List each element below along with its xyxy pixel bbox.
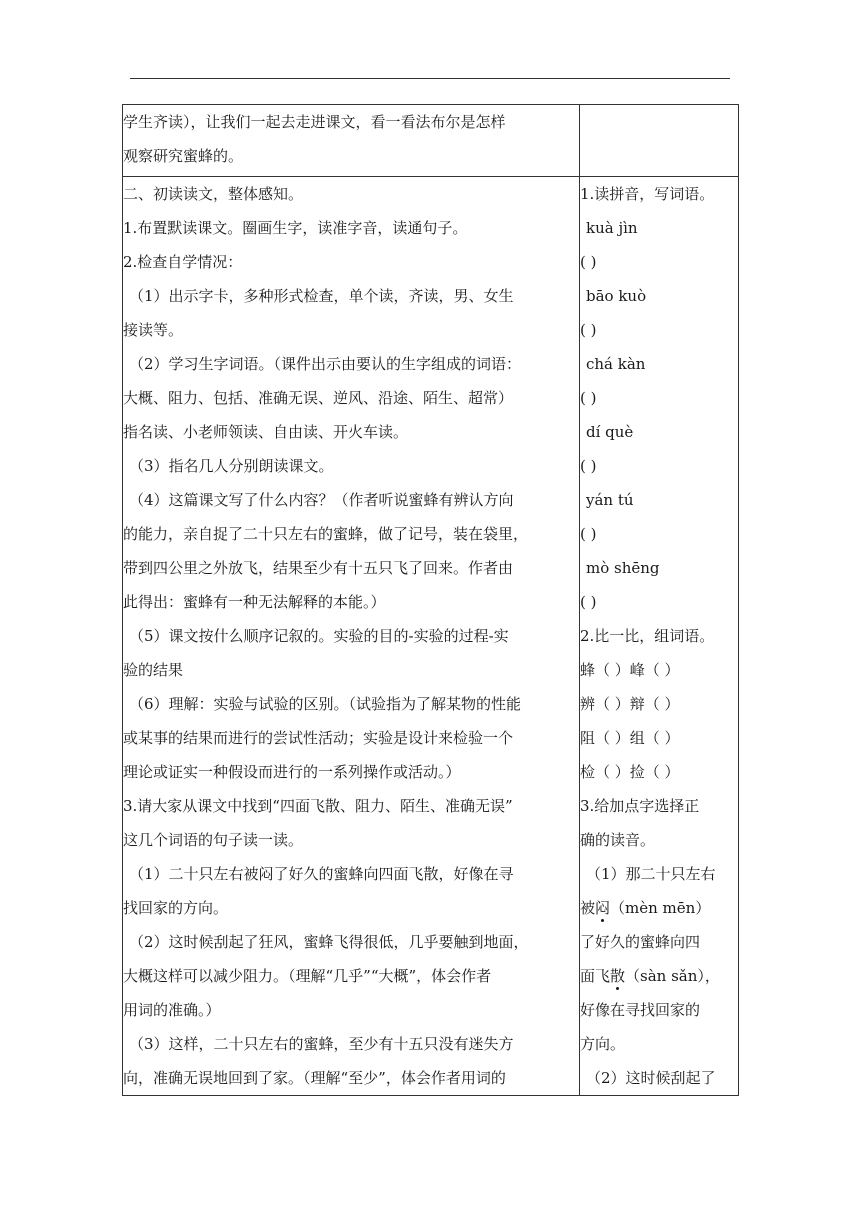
answer-blank: ( ) bbox=[580, 253, 597, 271]
answer-blank: ( ) bbox=[580, 525, 597, 543]
text-line: 理论或证实一种假设而进行的一系列操作或活动。） bbox=[123, 763, 461, 781]
reading-options: （sàn sǎn）， bbox=[625, 967, 720, 985]
text-line: （1）出示字卡，多种形式检查，单个读，齐读，男、女生 bbox=[129, 287, 514, 305]
reading-options: （mèn mēn） bbox=[610, 899, 711, 917]
compare-line: 阻（ ）组（ ） bbox=[580, 729, 680, 747]
teaching-process-cell bbox=[123, 177, 580, 1096]
exercise-title: 3.给加点字选择正 bbox=[580, 797, 700, 815]
text-line: 指名读、小老师领读、自由读、开火车读。 bbox=[123, 423, 409, 441]
text-line: 1.布置默读课文。圈画生字，读准字音，读通句子。 bbox=[123, 219, 468, 237]
pinyin-prompt: bāo kuò bbox=[586, 287, 647, 305]
text-line: 带到四公里之外放飞，结果至少有十五只飞了回来。作者由 bbox=[123, 559, 514, 577]
exercise-title: 1.读拼音，写词语。 bbox=[580, 185, 715, 203]
text-line: （2）这时候刮起了狂风，蜜蜂飞得很低，几乎要触到地面， bbox=[129, 933, 529, 951]
text-line: （2）学习生字词语。（课件出示由要认的生字组成的词语： bbox=[129, 355, 522, 373]
answer-blank: ( ) bbox=[580, 389, 597, 407]
question-line: 方向。 bbox=[580, 1035, 626, 1053]
question-line bbox=[580, 891, 738, 925]
pinyin-prompt: dí què bbox=[586, 423, 634, 441]
table-row bbox=[123, 177, 739, 1096]
question-line: （1）那二十只左右 bbox=[586, 865, 716, 883]
compare-line: 辨（ ）辩（ ） bbox=[580, 695, 680, 713]
compare-line: 蜂（ ）峰（ ） bbox=[580, 661, 680, 679]
text-line: 向，准确无误地回到了家。（理解“至少”，体会作者用词的 bbox=[123, 1069, 506, 1087]
dotted-character: 闷 bbox=[595, 891, 610, 925]
question-line: （2）这时候刮起了 bbox=[586, 1069, 716, 1087]
lesson-plan-table bbox=[122, 104, 739, 1096]
text-line: 的能力，亲自捉了二十只左右的蜜蜂，做了记号，装在袋里， bbox=[123, 525, 529, 543]
exercise-title: 确的读音。 bbox=[580, 831, 656, 849]
text-line: （4）这篇课文写了什么内容？（作者听说蜜蜂有辨认方向 bbox=[129, 491, 514, 509]
question-line bbox=[580, 959, 738, 993]
text-line: 验的结果 bbox=[123, 661, 184, 679]
dotted-character: 散 bbox=[610, 959, 625, 993]
page-header-rule bbox=[130, 78, 730, 79]
compare-line: 检（ ）捡（ ） bbox=[580, 763, 680, 781]
text-line: 用词的准确。） bbox=[123, 1001, 221, 1019]
question-line: 好像在寻找回家的 bbox=[580, 1001, 701, 1019]
text-line: 找回家的方向。 bbox=[123, 899, 229, 917]
answer-blank: ( ) bbox=[580, 457, 597, 475]
text-line: 3.请大家从课文中找到“四面飞散、阻力、陌生、准确无误” bbox=[123, 797, 513, 815]
exercise-cell bbox=[580, 177, 739, 1096]
text-line: 学生齐读），让我们一起去走进课文，看一看法布尔是怎样 bbox=[123, 113, 506, 131]
pinyin-prompt: kuà jìn bbox=[586, 219, 638, 237]
text-line: 观察研究蜜蜂的。 bbox=[123, 147, 244, 165]
text-line: 接读等。 bbox=[123, 321, 184, 339]
table-row bbox=[123, 105, 739, 177]
text-line: （5）课文按什么顺序记叙的。实验的目的-实验的过程-实 bbox=[129, 627, 509, 645]
exercise-cell-empty bbox=[580, 105, 739, 177]
section-heading: 二、初读读文，整体感知。 bbox=[123, 185, 304, 203]
text-line: （3）这样，二十只左右的蜜蜂，至少有十五只没有迷失方 bbox=[129, 1035, 514, 1053]
exercise-title: 2.比一比，组词语。 bbox=[580, 627, 715, 645]
text-line: 大概、阻力、包括、准确无误、逆风、沿途、陌生、超常） bbox=[123, 389, 514, 407]
text-line: （6）理解：实验与试验的区别。（试验指为了解某物的性能 bbox=[129, 695, 522, 713]
text-line: 2.检查自学情况： bbox=[123, 253, 243, 271]
text-line: 此得出：蜜蜂有一种无法解释的本能。） bbox=[123, 593, 386, 611]
question-text: 面飞 bbox=[580, 967, 611, 985]
pinyin-prompt: mò shēng bbox=[586, 559, 660, 577]
pinyin-prompt: chá kàn bbox=[586, 355, 646, 373]
pinyin-prompt: yán tú bbox=[586, 491, 634, 509]
answer-blank: ( ) bbox=[580, 321, 597, 339]
question-line: 了好久的蜜蜂向四 bbox=[580, 933, 701, 951]
text-line: 大概这样可以减少阻力。（理解“几乎”“大概”，体会作者 bbox=[123, 967, 492, 985]
text-line: 或某事的结果而进行的尝试性活动；实验是设计来检验一个 bbox=[123, 729, 514, 747]
text-line: 这几个词语的句子读一读。 bbox=[123, 831, 304, 849]
answer-blank: ( ) bbox=[580, 593, 597, 611]
text-line: （1）二十只左右被闷了好久的蜜蜂向四面飞散，好像在寻 bbox=[129, 865, 514, 883]
teaching-process-cell bbox=[123, 105, 580, 177]
question-text: 被 bbox=[580, 899, 596, 917]
text-line: （3）指名几人分别朗读课文。 bbox=[129, 457, 334, 475]
